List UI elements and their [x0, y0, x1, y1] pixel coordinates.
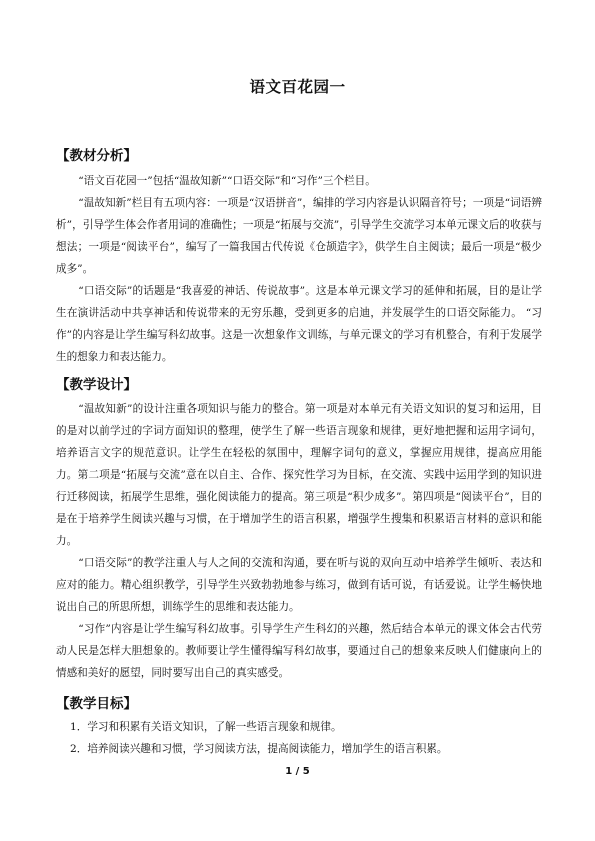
analysis-paragraph-1: “语文百花园一”包括“温故知新”“口语交际”和“习作”三个栏目。 [78, 175, 376, 187]
section-heading-analysis: 【教材分析】 [56, 148, 137, 164]
design-paragraph-2: “口语交际”的教学注重人与人之间的交流和沟通，要在听与说的双向互动中培养学生倾听、表达和应对的能力。精心组织教学，引导学生兴致勃勃地参与练习，做到有话可说，有话爱说。让学生畅快地说出自己的所思所想，训练学生的思维和表达能力。 [56, 557, 542, 613]
section-heading-goals: 【教学目标】 [56, 696, 137, 712]
goal-item-1: 1．学习和积累有关语文知识，了解一些语言现象和规律。 [70, 721, 342, 733]
document-title: 语文百花园一 [249, 78, 346, 96]
goal-item-2: 2．培养阅读兴趣和习惯，学习阅读方法，提高阅读能力，增加学生的语言积累。 [70, 743, 448, 755]
analysis-paragraph-3: “口语交际”的话题是“我喜爱的神话、传说故事”。这是本单元课文学习的延伸和拓展，目的是让学生在演讲活动中共享神话和传说带来的无穷乐趣，受到更多的启迪，并发展学生的口语交际能力。 “习作”的内容是让学生编写科幻故事。这是一次想象作文训练，与单元课文的学习有机整合，有利于发展学生的想象力和表达能力。 [56, 285, 542, 363]
section-heading-design: 【教学设计】 [56, 377, 137, 393]
design-paragraph-3: “习作”内容是让学生编写科幻故事。引导学生产生科幻的兴趣，然后结合本单元的课文体会古代劳动人民是怎样大胆想象的。教师要让学生懂得编写科幻故事，要通过自己的想象来反映人们健康向上的情感和美好的愿望，同时要写出自己的真实感受。 [56, 623, 542, 679]
design-paragraph-1: “温故知新”的设计注重各项知识与能力的整合。第一项是对本单元有关语文知识的复习和运用，目的是对以前学过的字词方面知识的整理，使学生了解一些语言现象和规律，更好地把握和运用字词句，培养语言文字的规范意识。让学生在轻松的氛围中，理解字词句的意义，掌握应用规律，提高应用能力。第二项是“拓展与交流”意在以自主、合作、探究性学习为目标，在交流、实践中运用学到的知识进行迁移阅读，拓展学生思维，强化阅读能力的提高。第三项是“积少成多”。第四项是“阅读平台”，目的是在于培养学生阅读兴趣与习惯，在于增加学生的语言积累，增强学生搜集和积累语言材料的意识和能力。 [56, 403, 542, 547]
page-number: 1 / 5 [285, 766, 310, 777]
analysis-paragraph-2: “温故知新”栏目有五项内容：一项是“汉语拼音”，编排的学习内容是认识隔音符号；一项是“词语辨析”，引导学生体会作者用词的准确性；一项是“拓展与交流”，引导学生交流学习本单元课文后的收获与想法；一项是“阅读平台”，编写了一篇我国古代传说《仓颉造字》，供学生自主阅读；最后一项是“极少成多”。 [56, 197, 542, 275]
